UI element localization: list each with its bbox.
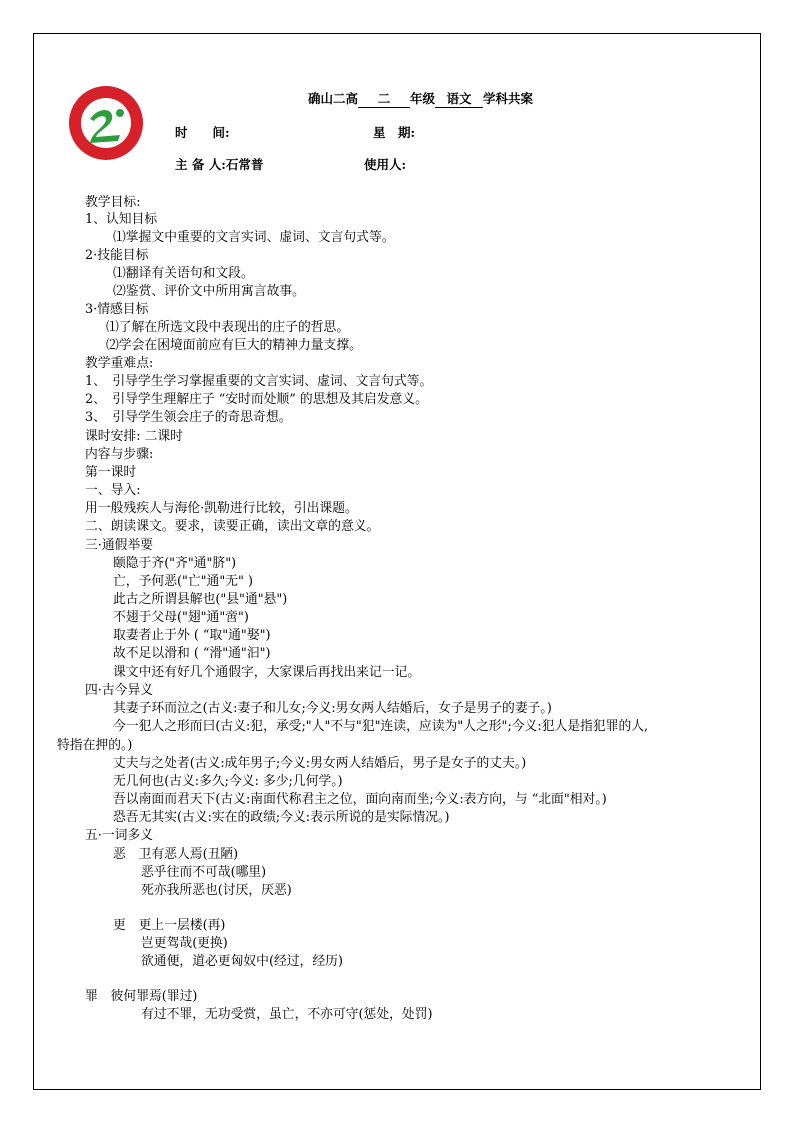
body-line: 其妻子环而泣之(古义:妻子和儿女;今义:男女两人结婚后，女子是男子的妻子。) [113,701,552,716]
body-line: 岂更驾哉(更换) [141,936,228,951]
time-label: 时 间: [175,125,230,140]
body-line: 内容与步骤: [85,447,154,462]
user-label: 使用人: [364,157,407,172]
body-line: 恐吾无其实(古义:实在的政绩;今义:表示所说的是实际情况。) [113,810,450,825]
body-line: ⑴掌握文中重要的文言实词、虚词、文言句式等。 [113,230,395,245]
body-line: 故不足以滑和 ( “滑"通"汩") [113,646,271,661]
body-line: 1、认知目标 [85,212,158,227]
preparer-name: 石常普 [225,157,264,172]
school-logo-icon [68,85,144,161]
body-line: 取妻者止于外 ( “取"通"娶") [113,628,271,643]
subject-value: 语文 [435,91,483,108]
body-line: 2·技能目标 [85,248,149,263]
body-line: 三·通假举要 [85,538,154,553]
body-line: 教学重难点: [85,356,154,371]
body-line: 不翅于父母("翅"通"啻") [113,610,249,625]
body-line: 1、 引导学生学习掌握重要的文言实词、虚词、文言句式等。 [85,374,433,389]
body-line: 今一犯人之形而曰(古义:犯，承受;"人"不与"犯"连读，应读为"人之形";今义:犯人是指犯罪的人, [113,719,649,734]
preparer-label [175,157,263,173]
body-line: 特指在押的。) [57,738,133,753]
body-line: 3·情感目标 [85,302,149,317]
body-line: 课文中还有好几个通假字，大家课后再找出来记一记。 [113,665,421,680]
body-line: 罪 彼何罪焉(罪过) [85,989,198,1004]
body-line: 更 更上一层楼(再) [113,918,226,933]
body-line: ⑵鉴赏、评价文中所用寓言故事。 [113,284,305,299]
weekday-label: 星 期: [373,125,416,140]
body-line: 四·古今异义 [85,683,154,698]
body-line: 无几何也(古义:多久;今义: 多少;几何学。) [113,774,343,789]
body-line: ⑵学会在困境面前应有巨大的精神力量支撑。 [106,338,362,353]
body-line: 欲通便，道必更匈奴中(经过，经历) [141,954,343,969]
body-line: 恶乎往而不可哉(哪里) [141,865,267,880]
body-line: 吾以南面而君天下(古义:南面代称君主之位，面向南而坐;今义:表方向，与 “北面"相对。) [113,792,607,807]
body-line: 第一课时 [85,465,137,480]
body-line: 死亦我所恶也(讨厌，厌恶) [141,883,292,898]
body-line: 恶 卫有恶人焉(丑陋) [113,847,239,862]
body-line: 2、 引导学生理解庄子 “安时而处顺” 的思想及其启发意义。 [85,392,428,407]
body-line: 一、导入: [85,483,141,498]
body-line: ⑴翻译有关语句和文段。 [113,266,254,281]
school-name: 确山二高 [308,91,359,106]
preparer-label-text: 主 备 人: [175,157,226,172]
body-line: 用一般残疾人与海伦·凯勒进行比较，引出课题。 [85,501,358,516]
grade-value: 二 [358,91,410,108]
body-line: 教学目标: [85,195,141,210]
body-line: 五·一词多义 [85,828,154,843]
subject-label: 学科共案 [483,91,534,106]
body-line: 有过不罪，无功受赏，虽亡，不亦可守(惩处，处罚) [141,1007,433,1022]
body-line: 此古之所谓县解也("县"通"悬") [113,592,288,607]
grade-label: 年级 [410,91,436,106]
body-line: 亡，予何恶("亡"通"无" ) [113,574,253,589]
body-line: 颐隐于齐("齐"通"脐") [113,556,237,571]
body-line: 丈夫与之处者(古义:成年男子;今义:男女两人结婚后，男子是女子的丈夫。) [113,756,527,771]
body-line: 课时安排: 二课时 [85,429,183,444]
body-line: 二、朗读课文。要求，读要正确，读出文章的意义。 [85,519,380,534]
body-line: 3、 引导学生领会庄子的奇思奇想。 [85,410,292,425]
body-line: ⑴了解在所选文段中表现出的庄子的哲思。 [106,320,350,335]
header-title-line [308,91,533,108]
